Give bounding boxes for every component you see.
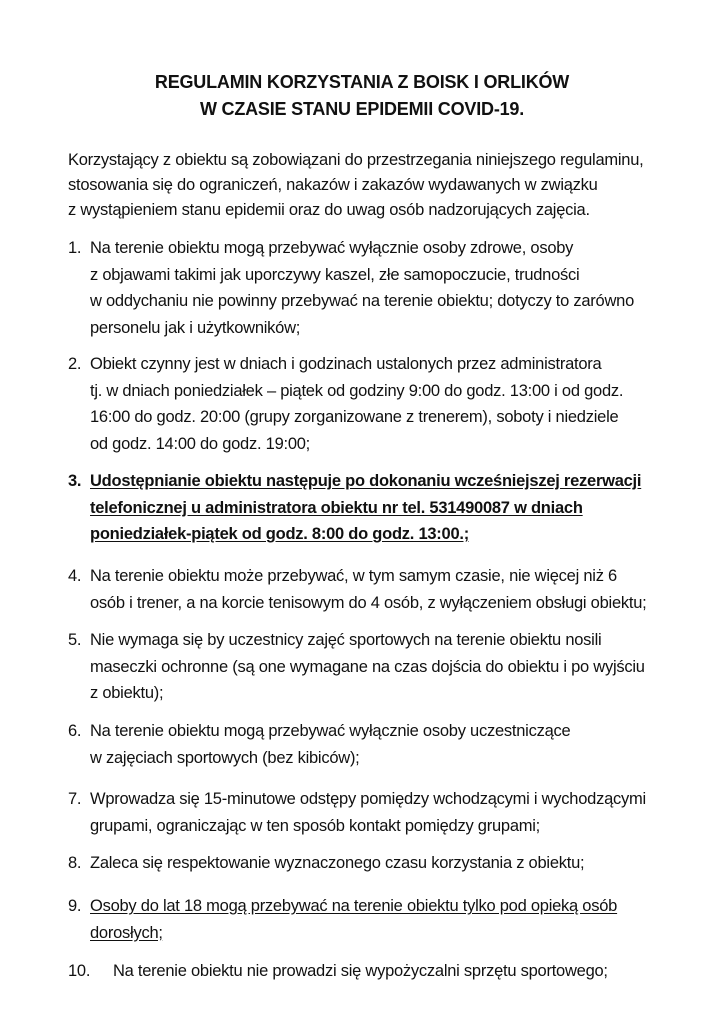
rule-line: Nie wymaga się by uczestnicy zajęć sportowych na terenie obiektu nosili — [90, 631, 602, 649]
rule-line: Zaleca się respektowanie wyznaczonego czasu korzystania z obiektu; — [90, 854, 585, 872]
rule-line: telefonicznej u administratora obiektu nr tel. 531490087 w dniach — [90, 498, 583, 517]
intro-line: Korzystający z obiektu są zobowiązani do przestrzegania niniejszego regulaminu, — [68, 151, 644, 169]
rule-line: poniedziałek-piątek od godz. 8:00 do godz. 13:00.; — [90, 525, 469, 543]
rule-line: Na terenie obiektu mogą przebywać wyłącznie osoby uczestniczące — [90, 722, 571, 740]
rule-number: 9. — [68, 897, 82, 915]
rule-line: Na terenie obiektu może przebywać, w tym samym czasie, nie więcej niż 6 — [90, 567, 617, 585]
rule-line: tj. w dniach poniedziałek – piątek od godziny 9:00 do godz. 13:00 i od godz. — [90, 381, 624, 400]
intro-line: z wystąpieniem stanu epidemii oraz do uwag osób nadzorujących zajęcia. — [68, 201, 590, 219]
rule-line: Osoby do lat 18 mogą przebywać na terenie obiektu tylko pod opieką osób — [90, 897, 618, 915]
intro-paragraph — [68, 148, 668, 223]
rule-line: dorosłych; — [90, 923, 163, 942]
rule-line: z obiektu); — [90, 684, 164, 702]
rule-line: personelu jak i użytkowników; — [90, 318, 301, 337]
intro-line: stosowania się do ograniczeń, nakazów i zakazów wydawanych w związku — [68, 176, 598, 194]
rule-line: w oddychaniu nie powinny przebywać na terenie obiektu; dotyczy to zarówno — [90, 292, 634, 310]
rule-line: z objawami takimi jak uporczywy kaszel, złe samopoczucie, trudności — [90, 265, 580, 284]
rule-number: 8. — [68, 854, 82, 872]
rule-number: 1. — [68, 239, 82, 257]
rule-number: 7. — [68, 790, 82, 808]
rule-number: 3. — [68, 472, 82, 490]
rule-line: Na terenie obiektu nie prowadzi się wypożyczalni sprzętu sportowego; — [113, 962, 608, 980]
rule-number: 5. — [68, 631, 82, 649]
rule-line: w zajęciach sportowych (bez kibiców); — [90, 748, 360, 767]
rule-number: 6. — [68, 722, 82, 740]
document-title-line-2: W CZASIE STANU EPIDEMII COVID-19. — [199, 99, 525, 119]
rule-line: maseczki ochronne (są one wymagane na czas dojścia do obiektu i po wyjściu — [90, 657, 645, 676]
rule-line: osób i trener, a na korcie tenisowym do 4 osób, z wyłączeniem obsługi obiektu; — [90, 593, 647, 612]
document-title-line-1: REGULAMIN KORZYSTANIA Z BOISK I ORLIKÓW — [154, 72, 570, 92]
rule-number: 4. — [68, 567, 82, 585]
rule-line: grupami, ograniczając w ten sposób kontakt pomiędzy grupami; — [90, 816, 540, 835]
rule-line: Obiekt czynny jest w dniach i godzinach ustalonych przez administratora — [90, 355, 602, 373]
rule-line: Wprowadza się 15-minutowe odstępy pomiędzy wchodzącymi i wychodzącymi — [90, 790, 646, 808]
rule-line: Udostępnianie obiektu następuje po dokonaniu wcześniejszej rezerwacji — [90, 472, 642, 490]
rule-line: od godz. 14:00 do godz. 19:00; — [90, 434, 311, 453]
rule-number: 10. — [68, 962, 91, 980]
rule-line: Na terenie obiektu mogą przebywać wyłącznie osoby zdrowe, osoby — [90, 239, 574, 257]
rule-line: 16:00 do godz. 20:00 (grupy zorganizowane z trenerem), soboty i niedziele — [90, 408, 619, 426]
rule-number: 2. — [68, 355, 82, 373]
